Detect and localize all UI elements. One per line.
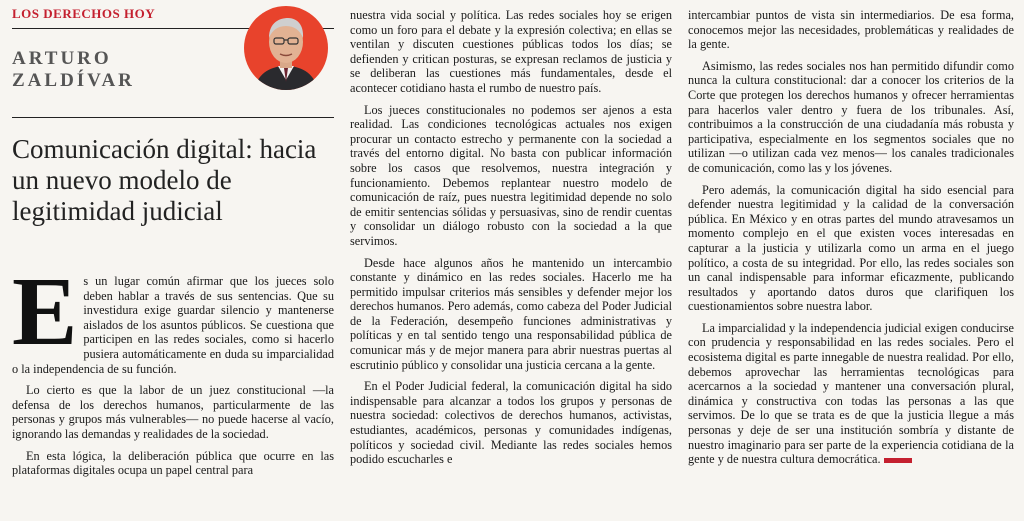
paragraph: En esta lógica, la deliberación pública que ocurre en las plataformas digitales ocupa un papel central para	[12, 448, 334, 478]
paragraph: En el Poder Judicial federal, la comunicación digital ha sido indispensable para alcanzar a todos los grupos y personas de nuestra sociedad: colectivos de derechos humanos, activistas, estudiantes, académicos, personas y comunidades indígenas, políticos y sociedad civil. Mediante las redes sociales hemos podido escucharles e	[350, 379, 672, 467]
header-divider	[12, 117, 334, 118]
paragraph: Asimismo, las redes sociales nos han permitido difundir como nunca la cultura constitucional: dar a conocer los criterios de la Corte que protegen los derechos humanos y ofrecer herramientas para hacerlos valer dentro y fuera de los tribunales. Así, contribuimos a la construcción de una ciudadanía más robusta y participativa, especialmente en los segmentos sociales que no utilizan —o utilizan cada vez menos— los canales tradicionales de comunicación, como las y los jóvenes.	[688, 58, 1014, 175]
paragraph: Pero además, la comunicación digital ha sido esencial para defender nuestra legitimidad y la calidad de la conversación pública. En México y en otras partes del mundo atravesamos un momento complejo en el que existen voces interesadas en capturar a la justicia y utilizarla como un arma en el juego político, a costa de su integridad. Por ello, las redes sociales son un canal indispensable para informar eficazmente, publicando resultados y aportando datos duros que clarifiquen los cuestionamientos sobre nuestra labor.	[688, 182, 1014, 314]
paragraph: Desde hace algunos años he mantenido un intercambio constante y dinámico en las redes sociales. Hacerlo me ha permitido impulsar criterios más sensibles y defender mejor los derechos humanos. Pero además, como cabeza del Poder Judicial de la Federación, desempeño funciones administrativas y políticas y en tal sentido tengo una responsabilidad pública de comunicar más y de mejor manera para abrir nuestras puertas al escrutinio público y consolidar una justicia cercana a la gente.	[350, 255, 672, 372]
paragraph	[688, 321, 1014, 467]
author-photo-illustration	[244, 6, 328, 90]
paragraph-text: s un lugar común afirmar que los jueces solo deben hablar a través de sus sentencias. Que su investidura exige guardar silencio y mantenerse aislados de los asuntos públicos. Se cuestiona que participen en las redes sociales, como si hacerlo pusiera automáticamente en duda su imparcialidad o la independencia de su función.	[12, 274, 334, 376]
author-first-name: ARTURO	[12, 48, 112, 69]
section-label: LOS DERECHOS HOY	[12, 6, 156, 21]
end-mark	[884, 458, 912, 463]
paragraph: Lo cierto es que la labor de un juez constitucional —la defensa de los derechos humanos, particularmente de las personas y grupos más vulnerables— no puede hacerse al vacío, ignorando las demandas y realidades de la sociedad.	[12, 383, 334, 441]
body-column-1	[12, 258, 334, 478]
body-column-2	[350, 8, 672, 467]
paragraph: Los jueces constitucionales no podemos ser ajenos a esta realidad. Las condiciones tecnológicas actuales nos exigen procurar un contacto estrecho y permanente con la sociedad a través del entorno digital. No basta con publicar información sobre los casos que resolvemos, nuestra integración y funcionamiento. Debemos replantear nuestro modelo de comunicación de raíz, pues nuestra legitimidad depende no solo de emitir sentencias sólidas y persuasivas, sino de rendir cuentas y consolidar un diálogo robusto con la sociedad a la que servimos.	[350, 102, 672, 248]
paragraph-text: La imparcialidad y la independencia judicial exigen conducirse con prudencia y responsabilidad en las redes sociales. Pero el ecosistema digital es parte innegable de nuestra realidad. Por ello, debemos aprovechar las herramientas tecnológicas para acercarnos a la sociedad y mantener una conversación plural, dinámica y constructiva con todas las personas a las que servimos. De lo que se trata es de que la justicia llegue a más personas y deje de ser una institución sombría y distante de nuestro imaginario para ser parte de la experiencia cotidiana de la gente y de nuestra cultura democrática.	[688, 320, 1014, 467]
body-column-3	[688, 8, 1014, 467]
drop-cap: E	[12, 258, 78, 366]
author-name	[12, 48, 135, 92]
paragraph: intercambiar puntos de vista sin intermediarios. De esa forma, conocemos mejor las necesidades, problemáticas y realidades de la gente.	[688, 8, 1014, 52]
paragraph: nuestra vida social y política. Las redes sociales hoy se erigen como un foro para el debate y la expresión colectiva; en ellas se ventilan y discuten cuestiones públicas todos los días; se defienden y critican posturas, se expresan reclamos de justicia y se deliberan las cuestiones más fundamentales, desde el acontecer cotidiano hasta el rumbo de nuestro país.	[350, 8, 672, 95]
author-last-name: ZALDÍVAR	[12, 70, 135, 91]
author-portrait	[244, 6, 328, 90]
article-headline: Comunicación digital: hacia un nuevo modelo de legitimidad judicial	[12, 134, 317, 226]
paragraph	[12, 258, 334, 376]
